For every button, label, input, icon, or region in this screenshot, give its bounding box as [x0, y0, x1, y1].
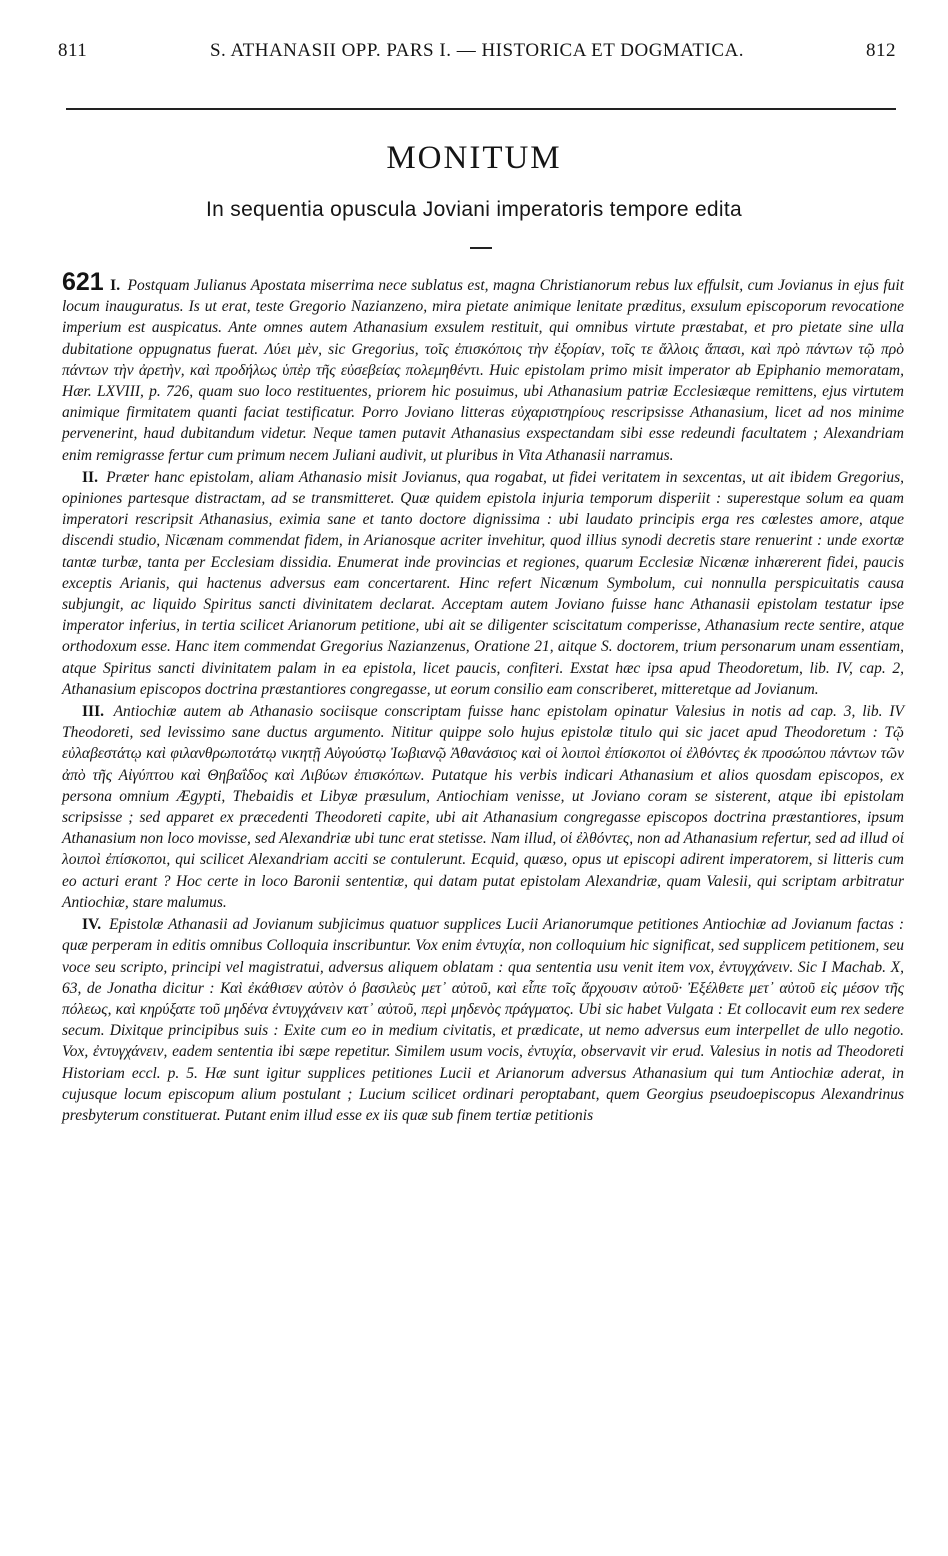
page-number-left: 811 — [58, 40, 88, 61]
header-rule — [66, 108, 896, 110]
running-head — [58, 40, 896, 64]
paragraph-text: Epistolæ Athanasii ad Jovianum subjicimus quatuor supplices Lucii Arianorumque petitiones Antiochiæ ad Jovianum factas : quæ perperam in editis omnibus Colloquia inscribuntur. Vox enim ἐντυχία, non colloquium hic significat, sed supplicem petitionem, seu voce seu scripto, principi vel magistratui, adversus aliquem oblatam : qua sententia usu venit item vox, ἐντυγχάνειν. Sic I Machab. X, 63, de Jonatha dicitur : Καὶ ἐκάθισεν αὐτὸν ὁ βασιλεὺς μετ᾽ αὐτοῦ, καὶ εἶπε τοῖς ἄρχουσιν αὐτοῦ· Ἐξέλθετε μετ᾽ αὐτοῦ εἰς μέσον τῆς πόλεως, καὶ κηρύξατε τοῦ μηδένα ἐντυγχάνειν κατ᾽ αὐτοῦ, περὶ μηδενὸς πράγματος. Ubi sic habet Vulgata : Et collocavit eum rex sedere secum. Dixitque principibus suis : Exite cum eo in medium civitatis, et prædicate, ut nemo adversus eum interpellet de ullo negotio. Vox, ἐντυγχάνειν, eadem sententia ibi sæpe repetitur. Similem usum vocis, ἐντυχία, observavit vir erud. Valesius in notis ad Theodoreti Historiam eccl. p. 5. Hæ sunt igitur supplices petitiones Lucii et Arianorum adversus Athanasium qui tum Antiochiæ aderat, in cujusque locum episcopum alium postulant ; Lucium scilicet ordinari peroptabant, quem Georgius pseudoepiscopus Alexandrinus presbyterum constituerat. Putant enim illud esse ex iis quæ sub finem tertiæ petitionis — [62, 916, 904, 1124]
paragraph-text: Antiochiæ autem ab Athanasio sociisque conscriptam fuisse hanc epistolam opinatur Valesius in notis ad cap. 3, lib. IV Theodoreti, sed levissimo sane ductus argumento. Nititur quippe solo hujus epistolæ titulo qui sic jacet apud Theodoretum : Τῷ εὐλαβεστάτῳ καὶ φιλανθρωποτάτῳ νικητῇ Αὐγούστῳ Ἰωβιανῷ Ἀθανάσιος καὶ οἱ λοιποὶ ἐπίσκοποι οἱ ἐλθόντες ἐκ προσώπου πάντων τῶν ἀπὸ τῆς Αἰγύπτου καὶ Θηβαΐδος καὶ Λιβύων ἐπισκόπων. Putatque his verbis indicari Athanasium et alios quosdam episcopos, ex persona omnium Ægypti, Thebaidis et Libyæ præsulum, Antiochiam venisse, ut Joviano coram se sisterent, atque ibi epistolam scripsisse ; sed apparet ex præcedenti Theodoreti capite, ubi ait Athanasium congregasse episcopos doctrina præstantiores, ipsum Athanasium non loco movisse, sed Alexandriæ ubi tunc erat stetisse. Nam illud, οἱ ἐλθόντες, non ad Athanasium refertur, sed ad illud οἱ λοιποὶ ἐπίσκοποι, qui scilicet Alexandriam acciti se contulerunt. Ecquid, quæso, opus ut episcopi adirent imperatorem, si litteris cum eo acturi erant ? Hoc certe in loco Baronii sententiæ, qui datam putat epistolam Alexandriæ, quam Valesii, qui scriptam arbitratur Antiochiæ, stare malumus. — [62, 703, 904, 911]
paragraph-3 — [62, 701, 904, 913]
paragraph-number: IV. — [82, 916, 102, 934]
paragraph-1 — [62, 268, 904, 466]
paragraph-number: II. — [82, 468, 98, 486]
paragraph-number: I. — [110, 277, 121, 294]
paragraph-text: Postquam Julianus Apostata miserrima nece sublatus est, magna Christianorum rebus lux effulsit, cum Jovianus in ejus fuit locum inauguratus. Is ut erat, teste Gregorio Nazianzeno, mira pietate animique lenitate præditus, exsulum episcoporum revocatione imperium est auspicatus. Ante omnes autem Athanasium exsulem restituit, qui omnibus virtute præstabat, et pro pietate sine ulla dubitatione oppugnatus fuerat. Λύει μὲν, sic Gregorius, τοῖς ἐπισκόποις τὴν ἐξορίαν, τοῖς τε ἄλλοις ἅπασι, καὶ πρὸ πάντων τῷ πρὸ πάντων τὴν ἀρετὴν, καὶ προδήλως ὑπὲρ τῆς εὐσεβείας πολεμηθέντι. Huic epistolam primo misit imperator ab Epiphanio memoratam, Hær. LXVIII, p. 726, quam suo loco restituentes, priorem hic posuimus, ubi Athanasium patriæ Ecclesiæque remittens, ejus virtutem animique firmitatem quanti faciat testificatur. Porro Joviano litteras εὐχαριστηρίους rescripsisse Athanasium, licet ad nos minime pervenerint, haud dubitandum videtur. Neque tamen putavit Athanasius exspectandam sibi esse redeundi facultatem ; Alexandriam enim remigrasse fertur cum primum necem Juliani audivit, ut pluribus in Vita Athanasii narramus. — [62, 277, 904, 464]
page-title: MONITUM — [386, 140, 562, 176]
body-text — [62, 268, 904, 1127]
paragraph-number: III. — [82, 703, 104, 721]
page-subtitle: In sequentia opuscula Joviani imperatoris tempore edita — [206, 198, 742, 221]
paragraph-text: Præter hanc epistolam, aliam Athanasio misit Jovianus, qua rogabat, ut fidei veritatem in sexcentas, ut ait ibidem Gregorius, opiniones partesque distractam, ad se transmitteret. Quæ quidem epistola injuria temporum disperiit : superestque solum ea quam imperatori rescripsit Athanasius, eximia sane et tanto doctore dignissima : ubi laudato principis erga res cœlestes amore, atque discendi studio, Nicænam commendat fidem, in Arianosque acriter invehitur, quod illius synodi decretis stare renuerint : unde exortæ tantæ turbæ, tanta per Ecclesiam dissidia. Enumerat inde provincias et regiones, quarum Ecclesiæ Nicænæ inhærerent fidei, paucis exceptis Arianis, qui hactenus adversus eam concertarent. Hinc refert Nicænum Symbolum, cui nonnulla perspicuitatis causa subjungit, ac liquido Spiritus sancti divinitatem declarat. Acceptam autem Joviano fuisse hanc Athanasii epistolam testatur ipse imperator inferius, in tertia scilicet Arianorum petitione, ubi ait se diligenter sciscitatum comperisse, Athanasium recte sentire, atque orthodoxum esse. Hanc item commendat Gregorius Nazianzenus, Oratione 21, aitque S. doctorem, trium personarum unam essentiam, atque Spiritus sancti divinitatem palam in ea epistola, licet paucis, confiteri. Exstat hæc ipsa apud Theodoretum, lib. IV, cap. 2, Athanasium episcopos doctrina præstantiores congregasse, ut eorum consilio eam conscriberet, mitteretque ad Jovianum. — [62, 468, 904, 698]
column-marker: 621 — [62, 268, 104, 296]
paragraph-2 — [62, 467, 904, 700]
page-number-right: 812 — [866, 40, 896, 61]
running-title: S. ATHANASII OPP. PARS I. — HISTORICA ET DOGMATICA. — [209, 40, 745, 61]
title-dash — [470, 247, 492, 249]
paragraph-4 — [62, 914, 904, 1126]
